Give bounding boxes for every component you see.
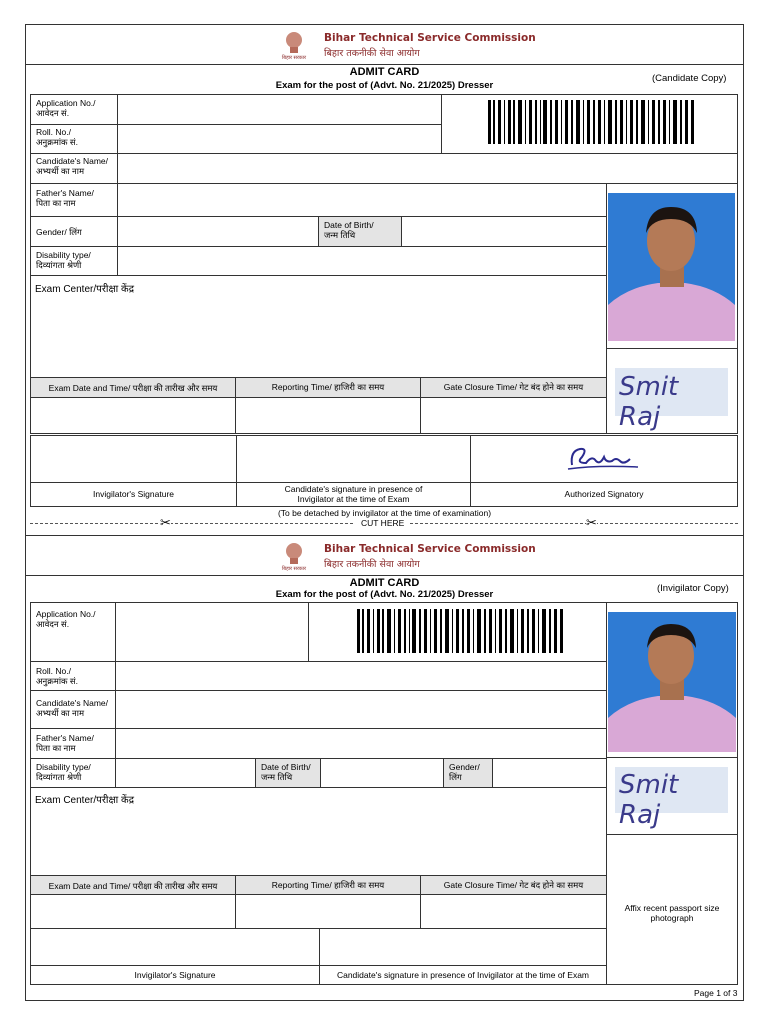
disability-label: Disability type/ दिव्यांगता श्रेणी <box>30 246 118 276</box>
exam-date-value <box>30 397 236 434</box>
reporting-time-header: Reporting Time/ हाजिरी का समय <box>235 377 421 398</box>
candidate-signature-text-2: Smit Raj <box>619 770 679 830</box>
scissors-icon-right: ✂ <box>586 515 597 530</box>
emblem-icon <box>281 30 307 60</box>
org-name-hi: बिहार तकनीकी सेवा आयोग <box>324 48 420 59</box>
candidate-name-label: Candidate's Name/ अभ्यर्थी का नाम <box>30 153 118 184</box>
copy-label-2: (Invigilator Copy) <box>657 583 729 594</box>
roll-no-label-2: Roll. No./ अनुक्रमांक सं. <box>30 661 116 691</box>
candidate-sign-box <box>236 435 471 483</box>
invigilator-sign-box-2 <box>30 928 320 966</box>
exam-date-header: Exam Date and Time/ परीक्षा की तारीख और समय <box>30 377 236 398</box>
org-name-en-2: Bihar Technical Service Commission <box>324 543 536 555</box>
exam-date-header-2: Exam Date and Time/ परीक्षा की तारीख और समय <box>30 875 236 895</box>
person-photo-icon <box>608 193 735 341</box>
disability-value <box>117 246 607 276</box>
invigilator-signature-label-2: Invigilator's Signature <box>30 965 320 985</box>
roll-no-value-2 <box>115 661 607 691</box>
divider <box>25 575 744 576</box>
page-number: Page 1 of 3 <box>694 988 738 998</box>
father-name-label: Father's Name/ पिता का नाम <box>30 183 118 217</box>
candidate-photo <box>608 193 735 341</box>
gender-value <box>117 216 319 247</box>
gender-label: Gender/ लिंग <box>30 216 118 247</box>
reporting-time-header-2: Reporting Time/ हाजिरी का समय <box>235 875 421 895</box>
dob-label-2: Date of Birth/ जन्म तिथि <box>255 758 321 788</box>
authorized-signature-icon <box>566 443 642 477</box>
gate-closure-value <box>420 397 607 434</box>
exam-center-label: Exam Center/परीक्षा केंद्र <box>35 284 135 295</box>
candidate-photo-2 <box>608 612 736 752</box>
header-logo-2 <box>281 541 307 571</box>
barcode-icon <box>488 100 698 144</box>
org-name-hi-2: बिहार तकनीकी सेवा आयोग <box>324 559 420 570</box>
candidate-signature-image <box>615 368 728 432</box>
divider <box>25 64 744 65</box>
reporting-time-value <box>235 397 421 434</box>
dob-value-2 <box>320 758 444 788</box>
scissors-icon: ✂ <box>160 515 171 530</box>
invigilator-sign-box <box>30 435 237 483</box>
candidate-signature-label: Candidate's signature in presence of Invigilator at the time of Exam <box>236 482 471 507</box>
svg-text:बिहार सरकार: बिहार सरकार <box>281 55 307 60</box>
father-name-value <box>117 183 607 217</box>
application-no-value-2 <box>115 602 309 662</box>
gate-closure-header: Gate Closure Time/ गेट बंद होने का समय <box>420 377 607 398</box>
gender-value-2 <box>492 758 607 788</box>
application-no-label: Application No./ आवेदन सं. <box>30 94 118 125</box>
header-logo <box>281 30 307 60</box>
gate-closure-header-2: Gate Closure Time/ गेट बंद होने का समय <box>420 875 607 895</box>
copy-label: (Candidate Copy) <box>652 73 727 84</box>
candidate-name-value-2 <box>115 690 607 729</box>
emblem-icon <box>281 541 307 571</box>
barcode-icon-2 <box>357 609 567 653</box>
father-name-value-2 <box>115 728 607 759</box>
divider <box>25 535 744 536</box>
exam-date-value-2 <box>30 894 236 929</box>
org-name-en: Bihar Technical Service Commission <box>324 32 536 44</box>
disability-value-2 <box>115 758 256 788</box>
application-no-value <box>117 94 442 125</box>
admit-card-subtitle: Exam for the post of (Advt. No. 21/2025) Dresser <box>275 80 494 91</box>
affix-photo-label: Affix recent passport size photograph <box>624 903 720 923</box>
disability-label-2: Disability type/ दिव्यांगता श्रेणी <box>30 758 116 788</box>
candidate-signature-text: Smit Raj <box>619 372 679 432</box>
admit-card-title: ADMIT CARD <box>349 66 420 78</box>
svg-text:बिहार सरकार: बिहार सरकार <box>281 566 307 571</box>
gate-closure-value-2 <box>420 894 607 929</box>
authorized-signatory-label: Authorized Signatory <box>470 482 738 507</box>
candidate-name-value <box>117 153 738 184</box>
cut-here-label: CUT HERE <box>355 518 410 528</box>
candidate-signature-label-2: Candidate's signature in presence of Invigilator at the time of Exam <box>319 965 607 985</box>
roll-no-label: Roll. No./ अनुक्रमांक सं. <box>30 124 118 154</box>
candidate-sign-box-2 <box>319 928 607 966</box>
father-name-label-2: Father's Name/ पिता का नाम <box>30 728 116 759</box>
admit-card-title-2: ADMIT CARD <box>349 577 420 589</box>
candidate-signature-image-2 <box>615 767 728 830</box>
admit-card-subtitle-2: Exam for the post of (Advt. No. 21/2025) Dresser <box>275 589 494 600</box>
candidate-name-label-2: Candidate's Name/ अभ्यर्थी का नाम <box>30 690 116 729</box>
detach-note: (To be detached by invigilator at the time of examination) <box>277 508 492 518</box>
reporting-time-value-2 <box>235 894 421 929</box>
application-no-label-2: Application No./ आवेदन सं. <box>30 602 116 662</box>
gender-label-2: Gender/ लिंग <box>443 758 493 788</box>
exam-center-label-2: Exam Center/परीक्षा केंद्र <box>35 795 135 806</box>
dob-value <box>401 216 607 247</box>
dob-label: Date of Birth/ जन्म तिथि <box>318 216 402 247</box>
person-photo-icon <box>608 612 736 752</box>
roll-no-value <box>117 124 442 154</box>
invigilator-signature-label: Invigilator's Signature <box>30 482 237 507</box>
